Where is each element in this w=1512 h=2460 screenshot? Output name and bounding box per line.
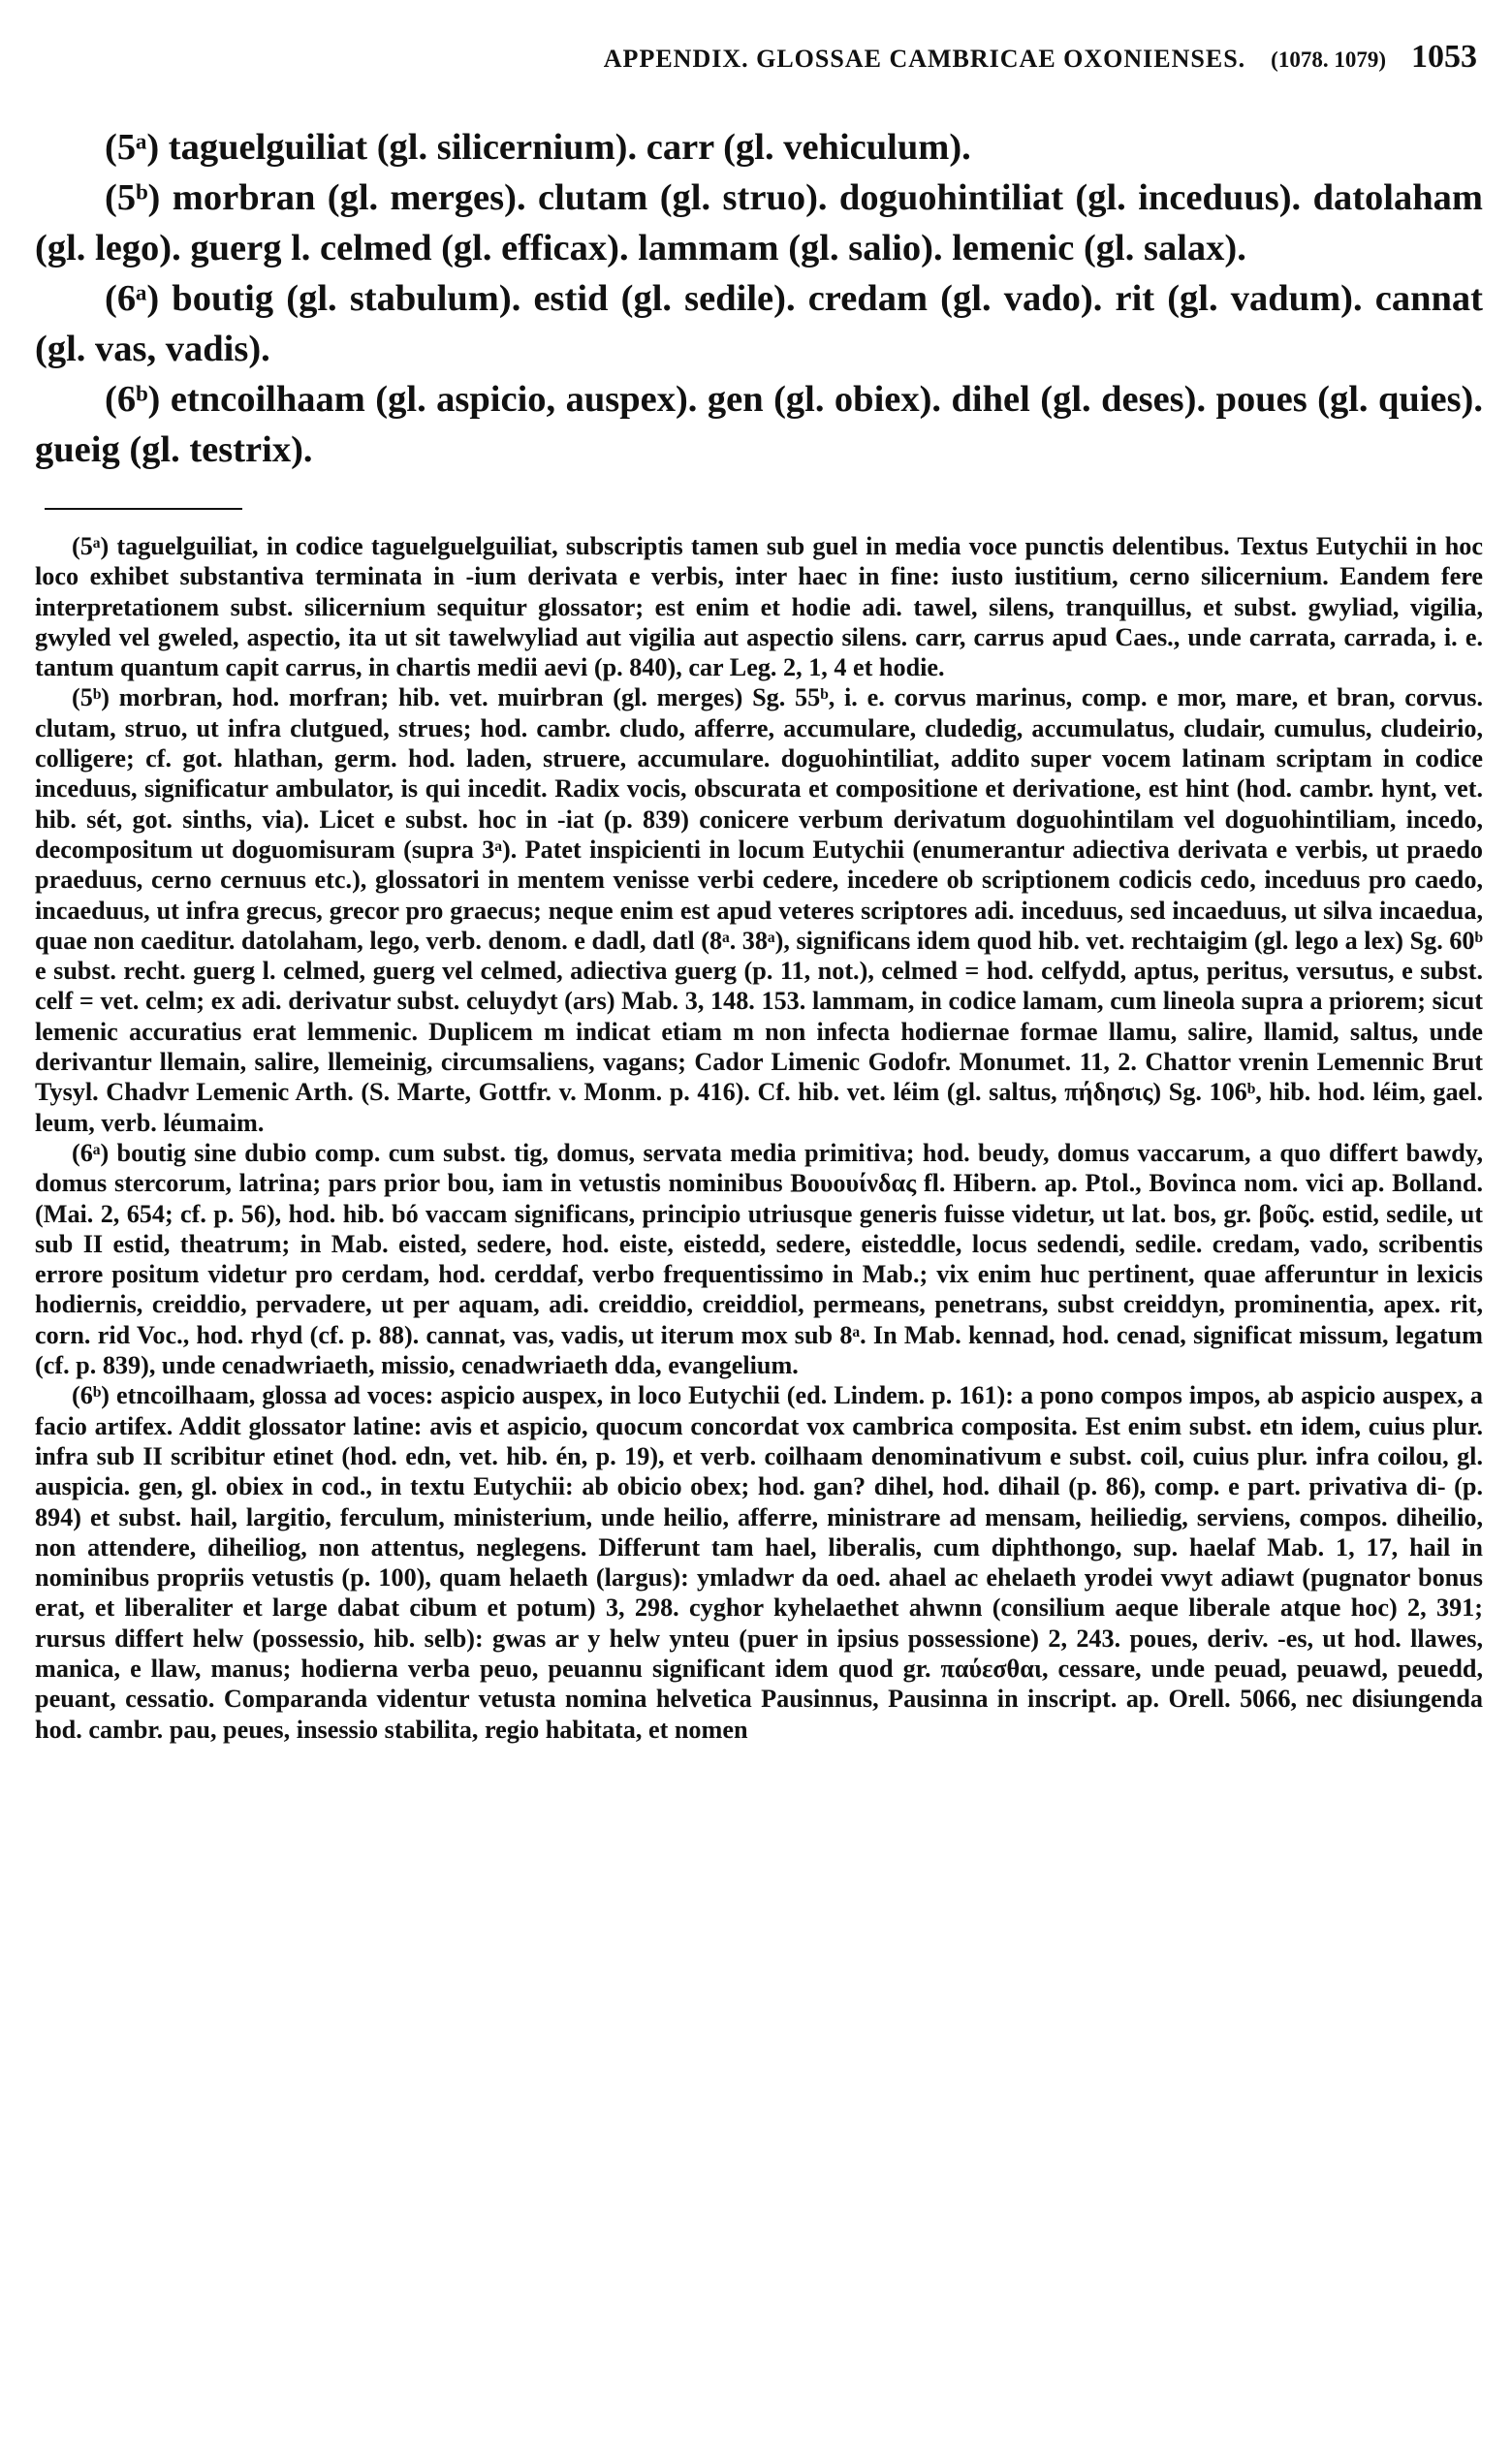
note-6b: (6ᵇ) etncoilhaam, glossa ad voces: aspicio auspex, in loco Eutychii (ed. Lindem. p. 161): a pono compos impos, ab aspicio auspex, a facio artifex. Addit glossator latine: avis et aspicio, quocum concordat vox cambrica composita. Est enim subst. etn idem, cuius plur. infra sub II scribitur etinet (hod. edn, vet. hib. én, p. 19), et verb. coilhaam denominativum e subst. coil, cuius plur. infra coilou, gl. auspicia. gen, gl. obiex in cod., in textu Eutychii: ab obicio obex; hod. gan? dihel, hod. dihail (p. 86), comp. e part. privativa di- (p. 894) et subst. hail, largitio, ferculum, ministerium, unde heilio, afferre, ministrare ad mensam, heiliedig, serviens, compos. diheilio, non attendere, diheiliog, non attentus, neglegens. Differunt tam hael, liberalis, cum diphthongo, sup. haelaf Mab. 1, 17, hail in nominibus propriis vetustis (p. 100), quam helaeth (largus): ymladwr da oed. ahael ac ehelaeth yrodei vwyt adiawt (pugnator bonus erat, et liberaliter et large dabat cibum et potum) 3, 298. cyghor kyhelaethet ahwnn (consilium aeque liberale atque hoc) 2, 391; rursus differt helw (possessio, hib. selb): gwas ar y helw ynteu (puer in ipsius possessione) 2, 243. poues, deriv. -es, ut hod. llawes, manica, e llaw, manus; hodierna verba peuo, peuannu significant idem quod gr. παύεσθαι, cessare, unde peuad, peuawd, peuedd, peuant, cessatio. Comparanda videntur vetusta nomina helvetica Pausinnus, Pausinna in inscript. ap. Orell. 5066, nec disiungenda hod. cambr. pau, peues, insessio stabilita, regio habitata, et nomen xyxy=(35,1381,1483,1744)
running-header xyxy=(35,39,1483,93)
note-5b: (5ᵇ) morbran, hod. morfran; hib. vet. muirbran (gl. merges) Sg. 55ᵇ, i. e. corvus marinus, comp. e mor, mare, et bran, corvus. clutam, struo, ut infra clutgued, strues; hod. cambr. cludo, afferre, accumulare, cludedig, accumulatus, cludair, cumulus, cludeirio, colligere; cf. got. hlathan, germ. hod. laden, struere, accumulare. doguohintiliat, addito super vocem latinam scriptam in codice inceduus, significatur ambulator, is qui incedit. Radix vocis, obscurata et compositione et derivatione, est hint (hod. cambr. hynt, vet. hib. sét, got. sinths, via). Licet e subst. hoc in -iat (p. 839) conicere verbum derivatum doguohintilam vel doguohintiliam, incedo, decompositum ut doguomisuram (supra 3ᵃ). Patet inspicienti in locum Eutychii (enumerantur adiectiva derivata e verbis, ut praedo praeduus, cerno cernuus etc.), glossatori in mentem venisse verbi cedere, incedere ob scriptionem codicis cedo, inceduus pro caedo, incaeduus, ut infra grecus, grecor pro graecus; neque enim est apud veteres scriptores adi. inceduus, sed incaeduus, ut silva incaedua, quae non caeditur. datolaham, lego, verb. denom. e dadl, datl (8ᵃ. 38ᵃ), significans idem quod hib. vet. rechtaigim (gl. lego a lex) Sg. 60ᵇ e subst. recht. guerg l. celmed, guerg vel celmed, adiectiva guerg (p. 11, not.), celmed = hod. celfydd, aptus, peritus, versutus, e subst. celf = vet. celm; ex adi. derivatur subst. celuydyt (ars) Mab. 3, 148. 153. lammam, in codice lamam, cum lineola supra a priorem; sicut lemenic accuratius erat lemmenic. Duplicem m indicat etiam m non infecta hodiernae formae llamu, salire, llamid, saltus, unde derivantur llemain, salire, llemeinig, circumsaliens, vagans; Cador Limenic Godofr. Monumet. 11, 2. Chattor vrenin Lemennic Brut Tysyl. Chadvr Lemenic Arth. (S. Marte, Gottfr. v. Monm. p. 416). Cf. hib. vet. léim (gl. saltus, πήδησις) Sg. 106ᵇ, hib. hod. léim, gael. leum, verb. léumaim. xyxy=(35,683,1483,1137)
page-number: 1053 xyxy=(1411,39,1477,75)
glossary-entries xyxy=(35,122,1483,475)
footnote-separator xyxy=(45,508,242,510)
gloss-paragraph-6b: (6ᵇ) etncoilhaam (gl. aspicio, auspex). gen (gl. obiex). dihel (gl. deses). poues (gl. quies). gueig (gl. testrix). xyxy=(35,379,1483,470)
gloss-paragraph-5b: (5ᵇ) morbran (gl. merges). clutam (gl. struo). doguohintiliat (gl. inceduus). datolaham (gl. lego). guerg l. celmed (gl. efficax). lammam (gl. salio). lemenic (gl. salax). xyxy=(35,177,1483,268)
gloss-paragraph-5a: (5ᵃ) taguelguiliat (gl. silicernium). carr (gl. vehiculum). xyxy=(105,127,971,168)
commentary-notes xyxy=(35,531,1483,1745)
gloss-paragraph-6a: (6ᵃ) boutig (gl. stabulum). estid (gl. sedile). credam (gl. vado). rit (gl. vadum). cannat (gl. vas, vadis). xyxy=(35,278,1483,369)
header-title: APPENDIX. GLOSSAE CAMBRICAE OXONIENSES. xyxy=(603,45,1246,73)
note-5a: (5ᵃ) taguelguiliat, in codice taguelguelguiliat, subscriptis tamen sub guel in media voce punctis delentibus. Textus Eutychii in hoc loco exhibet substantiva terminata in -ium derivata e verbis, inter haec in fine: iusto iustitium, cerno silicernium. Eandem fere interpretationem subst. silicernium sequitur glossator; est enim et hodie adi. tawel, silens, tranquillus, et subst. gwyliad, vigilia, gwyled vel gweled, aspectio, ita ut sit tawelwyliad aut vigilia aut aspectio silens. carr, carrus apud Caes., unde carrata, carrada, i. e. tantum quantum capit carrus, in chartis medii aevi (p. 840), car Leg. 2, 1, 4 et hodie. xyxy=(35,532,1483,682)
note-6a: (6ᵃ) boutig sine dubio comp. cum subst. tig, domus, servata media primitiva; hod. beudy, domus vaccarum, a quo differt bawdy, domus stercorum, latrina; pars prior bou, iam in vetustis nominibus Βουουίνδας fl. Hibern. ap. Ptol., Bovinca nom. vici ap. Bolland. (Mai. 2, 654; cf. p. 56), hod. hib. bó vaccam significans, principio utriusque generis fuisse videtur, ut lat. bos, gr. βοῦς. estid, sedile, ut sub II estid, theatrum; in Mab. eisted, sedere, hod. eiste, eistedd, sedere, eisteddle, locus sedendi, sedile. credam, vado, scribentis errore positum videtur pro cerdam, hod. cerddaf, verbo frequentissimo in Mab.; vix enim huc pertinent, quae afferuntur in lexicis hodiernis, creiddio, pervadere, ut per aquam, adi. creiddio, creiddiol, permeans, penetrans, subst creiddyn, prominentia, apex. rit, corn. rid Voc., hod. rhyd (cf. p. 88). cannat, vas, vadis, ut iterum mox sub 8ᵃ. In Mab. kennad, hod. cenad, significat missum, legatum (cf. p. 839), unde cenadwriaeth, missio, cenadwriaeth dda, evangelium. xyxy=(35,1138,1483,1380)
header-column-numbers: (1078. 1079) xyxy=(1271,47,1386,72)
